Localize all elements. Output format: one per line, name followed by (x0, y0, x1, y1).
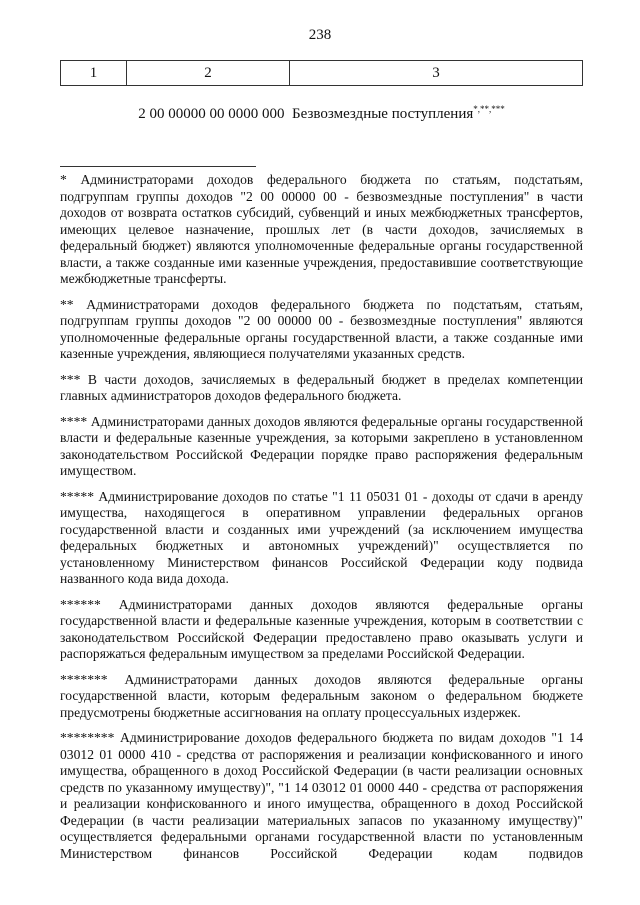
page-number: 238 (308, 27, 332, 43)
column-3-header: 3 (290, 61, 583, 86)
footnote-3: *** В части доходов, зачисляемых в федеральный бюджет в пределах компетенции главных администраторов доходов федерального бюджета. (60, 371, 583, 403)
heading-title: Безвозмездные поступления (292, 106, 474, 122)
heading-code: 2 00 00000 00 0000 000 (138, 106, 285, 122)
footnote-1: * Администраторами доходов федерального бюджета по статьям, подстатьям, подгруппам группы доходов "2 00 00000 00 - безвозмездные поступления" в части доходов от возврата остатков субсидий, субвенций и иных межбюджетных трансфертов, имеющих целевое назначение, прошлых лет (в части доходов, зачисляемых в федеральный бюджет) являются уполномоченные федеральные органы государственной власти, а также созданные ими казенные учреждения, предоставившие соответствующие межбюджетные трансферты. (60, 172, 583, 286)
section-heading (60, 104, 583, 123)
footnote-6: ****** Администраторами данных доходов являются федеральные органы государственной власти и федеральные казенные учреждения, которым в соответствии с законодательством Российской Федерации предоставлено право оказывать услуги и распоряжаться федеральным имуществом за пределами Российской Федерации. (60, 596, 583, 661)
column-1-header: 1 (61, 61, 127, 86)
footnote-7: ******* Администраторами данных доходов являются федеральные органы государственной власти, которым федеральным законом о федеральном бюджете предусмотрены бюджетные ассигнования на оплату процессуальных издержек. (60, 671, 583, 720)
column-2-header: 2 (127, 61, 290, 86)
footnote-8: ******** Администрирование доходов федерального бюджета по видам доходов "1 14 03012 01 0000 410 - средства от распоряжения и реализации конфискованного и иного имущества, обращенного в доход Российской Федерации (в части реализации основных средств по указанному имуществу)", "1 14 03012 01 0000 440 - средства от распоряжения и реализации конфискованного и иного имущества, обращенного в доход Российской Федерации (в части реализации материальных запасов по указанному имуществу)" осуществляется федеральными органами государственной власти по установленным Министерством финансов Российской Федерации кодам подвидов (60, 730, 583, 861)
column-header-table (60, 60, 583, 86)
footnote-separator (60, 166, 256, 167)
footnotes (60, 172, 583, 871)
footnote-4: **** Администраторами данных доходов являются федеральные органы государственной власти и федеральные казенные учреждения, за которыми закреплено в установленном законодательством Российской Федерации порядке право распоряжения федеральным имуществом. (60, 413, 583, 478)
footnote-5: ***** Администрирование доходов по статье "1 11 05031 01 - доходы от сдачи в аренду имущества, находящегося в оперативном управлении федеральных органов государственной власти и созданных ими учреждений (за исключением имущества федеральных бюджетных и автономных учреждений)" осуществляется по установленному Министерством финансов Российской Федерации коду подвида названного кода вида дохода. (60, 488, 583, 586)
heading-footnote-marks: *,**,*** (473, 104, 505, 114)
footnote-2: ** Администраторами доходов федерального бюджета по подстатьям, статьям, подгруппам группы доходов "2 00 00000 00 - безвозмездные поступления" являются уполномоченные федеральные органы государственной власти, а также созданные ими казенные учреждения, являющиеся получателями указанных средств. (60, 296, 583, 361)
